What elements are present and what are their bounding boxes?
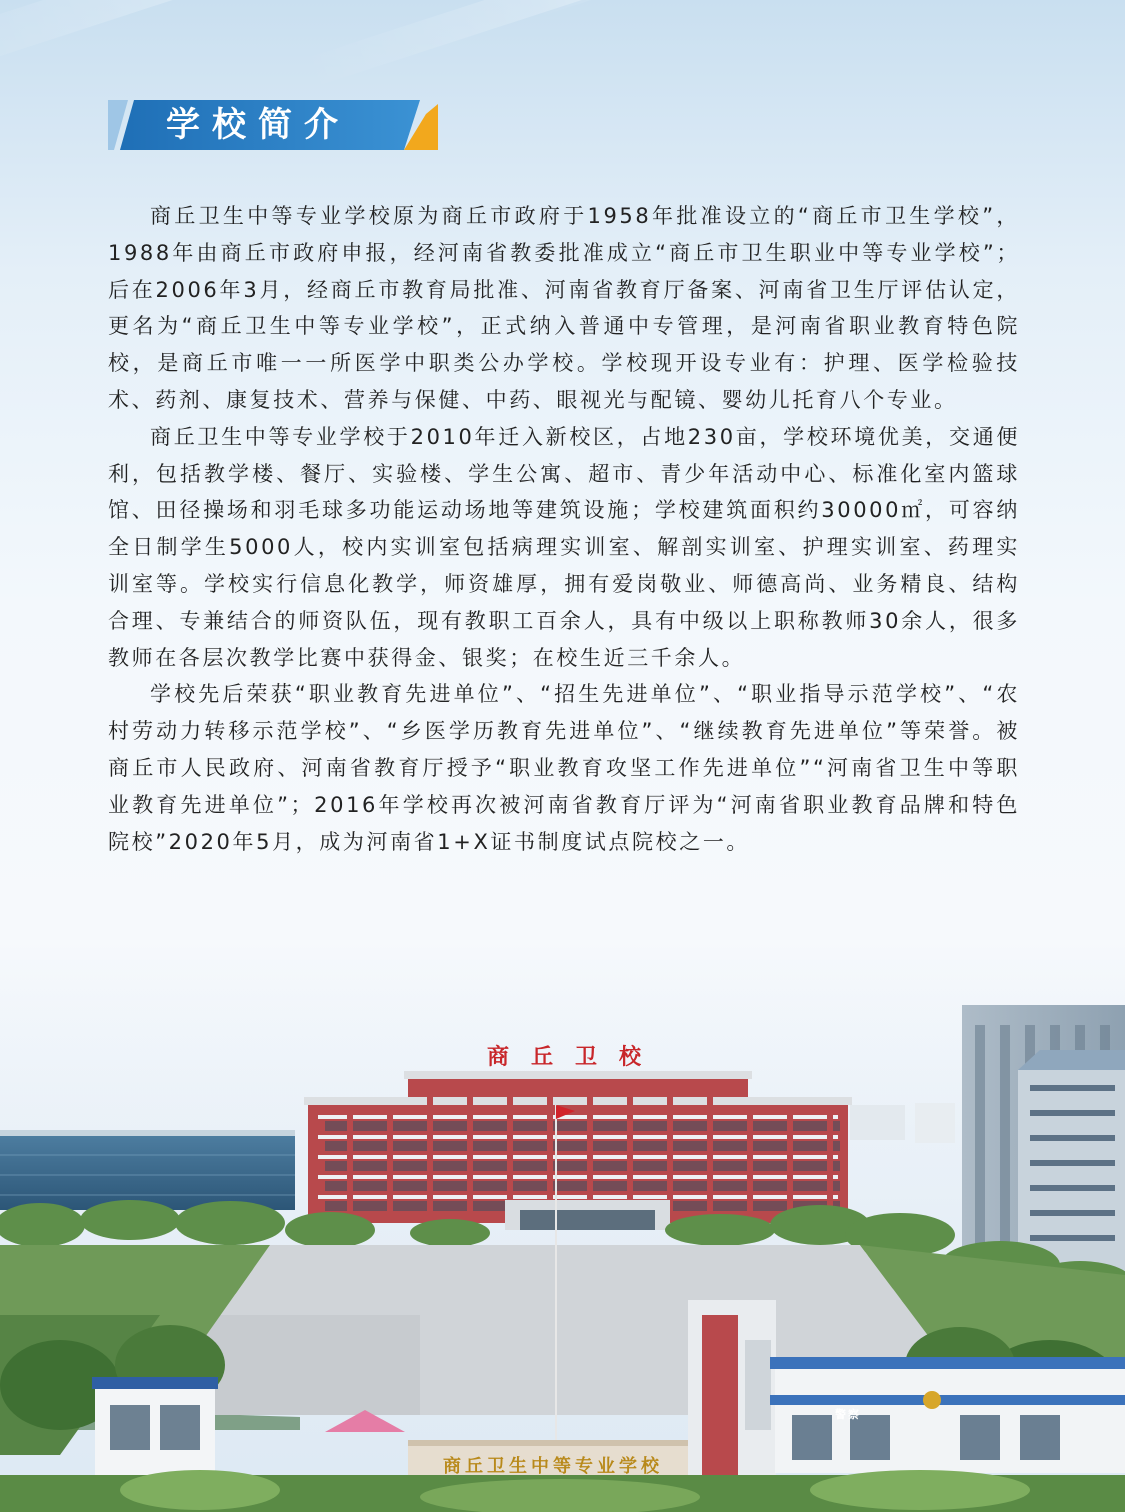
gate-sign: 商丘卫生中等专业学校	[443, 1456, 663, 1477]
sky-streak	[300, 0, 1125, 89]
building-sign: 商丘卫校	[486, 1044, 663, 1070]
section-title-banner	[108, 100, 438, 150]
police-sign: 警察	[835, 1408, 861, 1421]
paragraph-campus: 商丘卫生中等专业学校于2010年迁入新校区，占地230亩，学校环境优美，交通便利，包括教学楼、餐厅、实验楼、学生公寓、超市、青少年活动中心、标准化室内篮球馆、田径操场和羽毛球多功能运动场地等建筑设施；学校建筑面积约30000㎡，可容纳全日制学生5000人，校内实训室包括病理实训室、解剖实训室、护理实训室、药理实训室等。学校实行信息化教学，师资雄厚，拥有爱岗敬业、师德高尚、业务精良、结构合理、专兼结合的师资队伍，现有教职工百余人，具有中级以上职称教师30余人，很多教师在各层次教学比赛中获得金、银奖；在校生近三千余人。	[108, 424, 1020, 670]
intro-body	[108, 198, 1020, 860]
paragraph-history: 商丘卫生中等专业学校原为商丘市政府于1958年批准设立的“商丘市卫生学校”，1988年由商丘市政府申报，经河南省教委批准成立“商丘市卫生职业中等专业学校”；后在2006年3月，经商丘市教育局批准、河南省教育厅备案、河南省卫生厅评估认定，更名为“商丘卫生中等专业学校”，正式纳入普通中专管理，是河南省职业教育特色院校，是商丘市唯一一所医学中职类公办学校。学校现开设专业有：护理、医学检验技术、药剂、康复技术、营养与保健、中药、眼视光与配镜、婴幼儿托育八个专业。	[108, 204, 1020, 412]
sky-streak	[520, 0, 1125, 17]
section-title: 学校简介	[166, 105, 350, 145]
paragraph-honors: 学校先后荣获“职业教育先进单位”、“招生先进单位”、“职业指导示范学校”、“农村劳动力转移示范学校”、“乡医学历教育先进单位”、“继续教育先进单位”等荣誉。被商丘市人民政府、河南省教育厅授予“职业教育攻坚工作先进单位”“河南省卫生中等职业教育先进单位”；2016年学校再次被河南省教育厅评为“河南省职业教育品牌和特色院校”2020年5月，成为河南省1+X证书制度试点院校之一。	[108, 682, 1020, 854]
